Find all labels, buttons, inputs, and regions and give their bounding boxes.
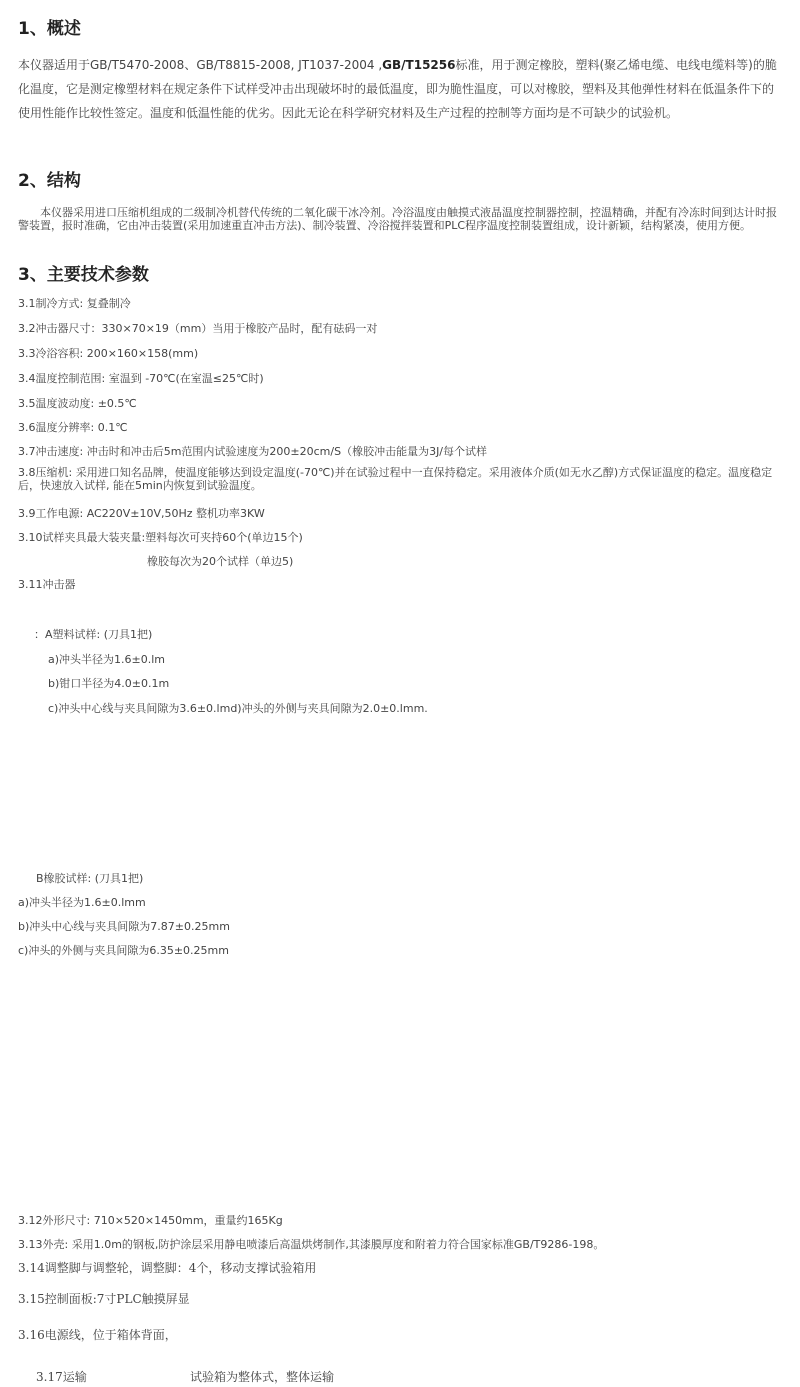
spec-3-15: 3.15控制面板:7寸PLC触摸屏显 <box>18 1292 190 1306</box>
spec-3-4: 3.4温度控制范围: 室温到 -70℃(在室温≤25℃时) <box>18 372 264 385</box>
spec-3-10: 3.10试样夹具最大装夹量:塑料每次可夹持60个(单边15个) <box>18 531 303 544</box>
section-1-text-a: 本仪器适用于GB/T5470-2008、GB/T8815-2008, JT1037-2004 , <box>18 58 383 72</box>
sample-a-title: ：A塑料试样: (刀具1把) <box>34 628 153 641</box>
section-1-text-b: 标准，用于测定橡胶，塑料(聚乙烯电缆、电线电缆料等)的脆化温度，它是测定橡塑材料在规定条件下试样受冲击出现破坏时的最低温度，即为脆性温度，可以对橡胶，塑料及其他弹性材料在低温条件下的使用性能作比较性签定。温度和低温性能的优劣。因此无论在科学研究材料及生产过程的控制等方面均是不可缺少的试验机。 <box>18 58 777 120</box>
spec-3-17-label: 3.17运输 <box>36 1370 87 1384</box>
section-1-standard-bold: GB/T15256 <box>382 58 456 72</box>
spec-3-2: 3.2冲击器尺寸：330×70×19（mm）当用于橡胶产品时，配有砝码一对 <box>18 322 378 335</box>
section-1-paragraph <box>18 53 778 125</box>
spec-3-10-rubber: 橡胶每次为20个试样（单边5) <box>147 555 294 568</box>
spec-3-17-value: 试验箱为整体式，整体运输 <box>190 1370 335 1384</box>
section-3-heading: 3、主要技术参数 <box>18 265 149 285</box>
spec-3-8: 3.8压缩机: 采用进口知名品牌，使温度能够达到设定温度(-70℃)并在试验过程中一直保持稳定。采用液体介质(如无水乙醇)方式保证温度的稳定。温度稳定后，快速放入试样, 能在5min内恢复到试验温度。 <box>18 466 773 492</box>
section-1-heading: 1、概述 <box>18 19 81 39</box>
sample-b-title: B橡胶试样: (刀具1把) <box>36 872 144 885</box>
spec-3-11: 3.11冲击器 <box>18 578 76 591</box>
spec-3-1: 3.1制冷方式: 复叠制冷 <box>18 297 131 310</box>
spec-3-6: 3.6温度分辨率: 0.1℃ <box>18 421 128 434</box>
sample-a-item-1: a)冲头半径为1.6±0.lm <box>48 653 166 666</box>
spec-3-13: 3.13外壳: 采用1.0m的钢板,防护涂层采用静电喷漆后高温烘烤制作,其漆膜厚度和附着力符合国家标准GB/T9286-198。 <box>18 1238 605 1251</box>
spec-3-16: 3.16电源线，位于箱体背面， <box>18 1328 177 1342</box>
spec-3-3: 3.3冷浴容积: 200×160×158(mm) <box>18 347 199 360</box>
spec-3-7: 3.7冲击速度: 冲击时和冲击后5m范围内试验速度为200±20cm/S（橡胶冲击能量为3J/每个试样 <box>18 445 488 458</box>
spec-3-12: 3.12外形尺寸: 710×520×1450mm，重量约165Kg <box>18 1214 283 1227</box>
sample-b-item-1: a)冲头半径为1.6±0.lmm <box>18 896 146 909</box>
spec-3-9: 3.9工作电源: AC220V±10V,50Hz 整机功率3KW <box>18 507 265 520</box>
spec-3-14: 3.14调整脚与调整轮，调整脚：4个，移动支撑试验箱用 <box>18 1261 317 1275</box>
sample-a-item-2: b)钳口半径为4.0±0.1m <box>48 677 170 690</box>
sample-a-item-3: c)冲头中心线与夹具间隙为3.6±0.lmd)冲头的外侧与夹具间隙为2.0±0.lmm. <box>48 702 428 715</box>
sample-b-item-2: b)冲头中心线与夹具间隙为7.87±0.25mm <box>18 920 230 933</box>
spec-3-5: 3.5温度波动度: ±0.5℃ <box>18 397 137 410</box>
section-2-heading: 2、结构 <box>18 171 81 191</box>
section-2-paragraph: 本仪器采用进口压缩机组成的二级制冷机替代传统的二氧化碳干冰冷剂。冷浴温度由触摸式液晶温度控制器控制，控温精确，并配有冷冻时间到达计时报警装置，报时准确，它由冲击装置(采用加速重直冲击方法)、制冷装置、冷浴搅拌装置和PLC程序温度控制装置组成，设计新颖，结构紧凑，使用方便。 <box>18 206 777 232</box>
sample-b-item-3: c)冲头的外侧与夹具间隙为6.35±0.25mm <box>18 944 229 957</box>
